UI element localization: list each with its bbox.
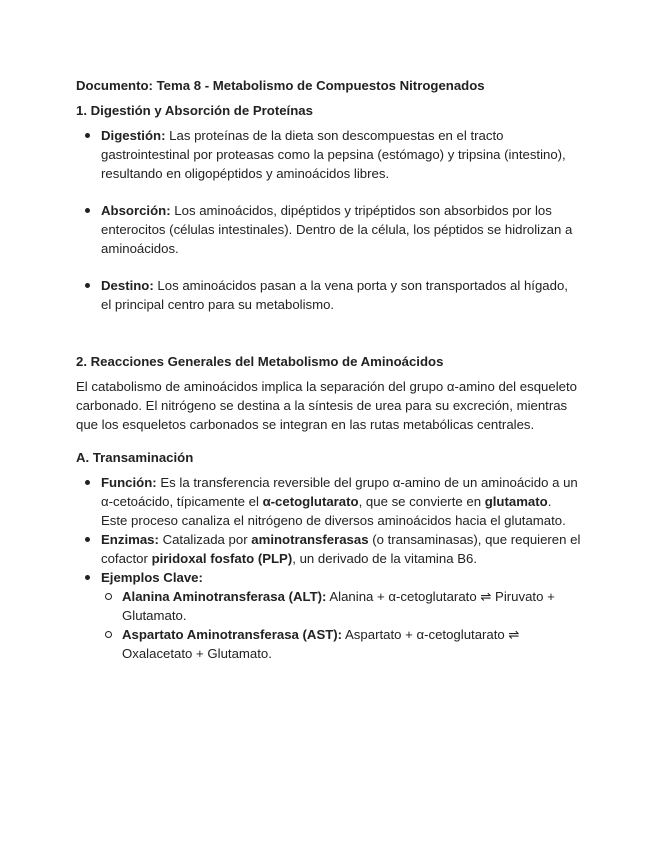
item-text: Los aminoácidos pasan a la vena porta y son transportados al hígado, el principal centro para su metabolismo. xyxy=(101,278,568,312)
list-item xyxy=(76,276,581,314)
item-label: Destino: xyxy=(101,278,154,293)
item-bold-term: α-cetoglutarato xyxy=(262,494,359,509)
sub-list-item xyxy=(101,587,581,625)
sub-list-item xyxy=(101,625,581,663)
item-label: Aspartato Aminotransferasa (AST): xyxy=(122,627,343,642)
section1-list xyxy=(76,126,581,314)
item-text: Las proteínas de la dieta son descompuestas en el tracto gastrointestinal por proteasas como la pepsina (estómago) y tripsina (intestino), resultando en oligopéptidos y aminoácidos libres. xyxy=(101,128,566,181)
list-item-ejemplos xyxy=(76,568,581,663)
item-label: Absorción: xyxy=(101,203,171,218)
subsection-a-list xyxy=(76,473,581,663)
item-label: Función: xyxy=(101,475,157,490)
ejemplos-sublist xyxy=(101,587,581,663)
item-label: Alanina Aminotransferasa (ALT): xyxy=(122,589,327,604)
item-bold-term: piridoxal fosfato (PLP) xyxy=(151,551,293,566)
item-label: Enzimas: xyxy=(101,532,159,547)
item-text: , un derivado de la vitamina B6. xyxy=(292,551,477,566)
item-label: Digestión: xyxy=(101,128,166,143)
document-title: Documento: Tema 8 - Metabolismo de Compuestos Nitrogenados xyxy=(76,78,485,93)
section1-heading: 1. Digestión y Absorción de Proteínas xyxy=(76,103,313,118)
item-text: Los aminoácidos, dipéptidos y tripéptidos son absorbidos por los enterocitos (células intestinales). Dentro de la célula, los péptidos se hidrolizan a aminoácidos. xyxy=(101,203,573,256)
section2 xyxy=(76,352,581,663)
list-item xyxy=(76,201,581,258)
subsection-a-heading: A. Transaminación xyxy=(76,450,194,465)
section2-heading: 2. Reacciones Generales del Metabolismo de Aminoácidos xyxy=(76,354,444,369)
item-text: Alanina + α-cetoglutarato ⇌ Piruvato + Glutamato. xyxy=(122,589,555,623)
section2-intro: El catabolismo de aminoácidos implica la separación del grupo α-amino del esqueleto carbonado. El nitrógeno se destina a la síntesis de urea para su excreción, mientras que los esqueletos carbonados se integran en las rutas metabólicas centrales. xyxy=(76,379,577,432)
item-bold-term: glutamato xyxy=(484,494,548,509)
item-label: Ejemplos Clave: xyxy=(101,570,203,585)
list-item-enzimas xyxy=(76,530,581,568)
item-text: . Este proceso canaliza el nitrógeno de diversos aminoácidos hacia el glutamato. xyxy=(101,494,566,528)
item-text: Catalizada por xyxy=(158,532,252,547)
item-bold-term: aminotransferasas xyxy=(251,532,369,547)
item-text: (o transaminasas), que requieren el cofactor xyxy=(101,532,581,566)
list-item xyxy=(76,126,581,183)
document-page xyxy=(76,76,581,663)
item-text: , que se convierte en xyxy=(358,494,485,509)
item-text: Aspartato + α-cetoglutarato ⇌ Oxalacetato + Glutamato. xyxy=(122,627,520,661)
list-item-funcion xyxy=(76,473,581,530)
item-text: Es la transferencia reversible del grupo α-amino de un aminoácido a un α-cetoácido, típicamente el xyxy=(101,475,578,509)
